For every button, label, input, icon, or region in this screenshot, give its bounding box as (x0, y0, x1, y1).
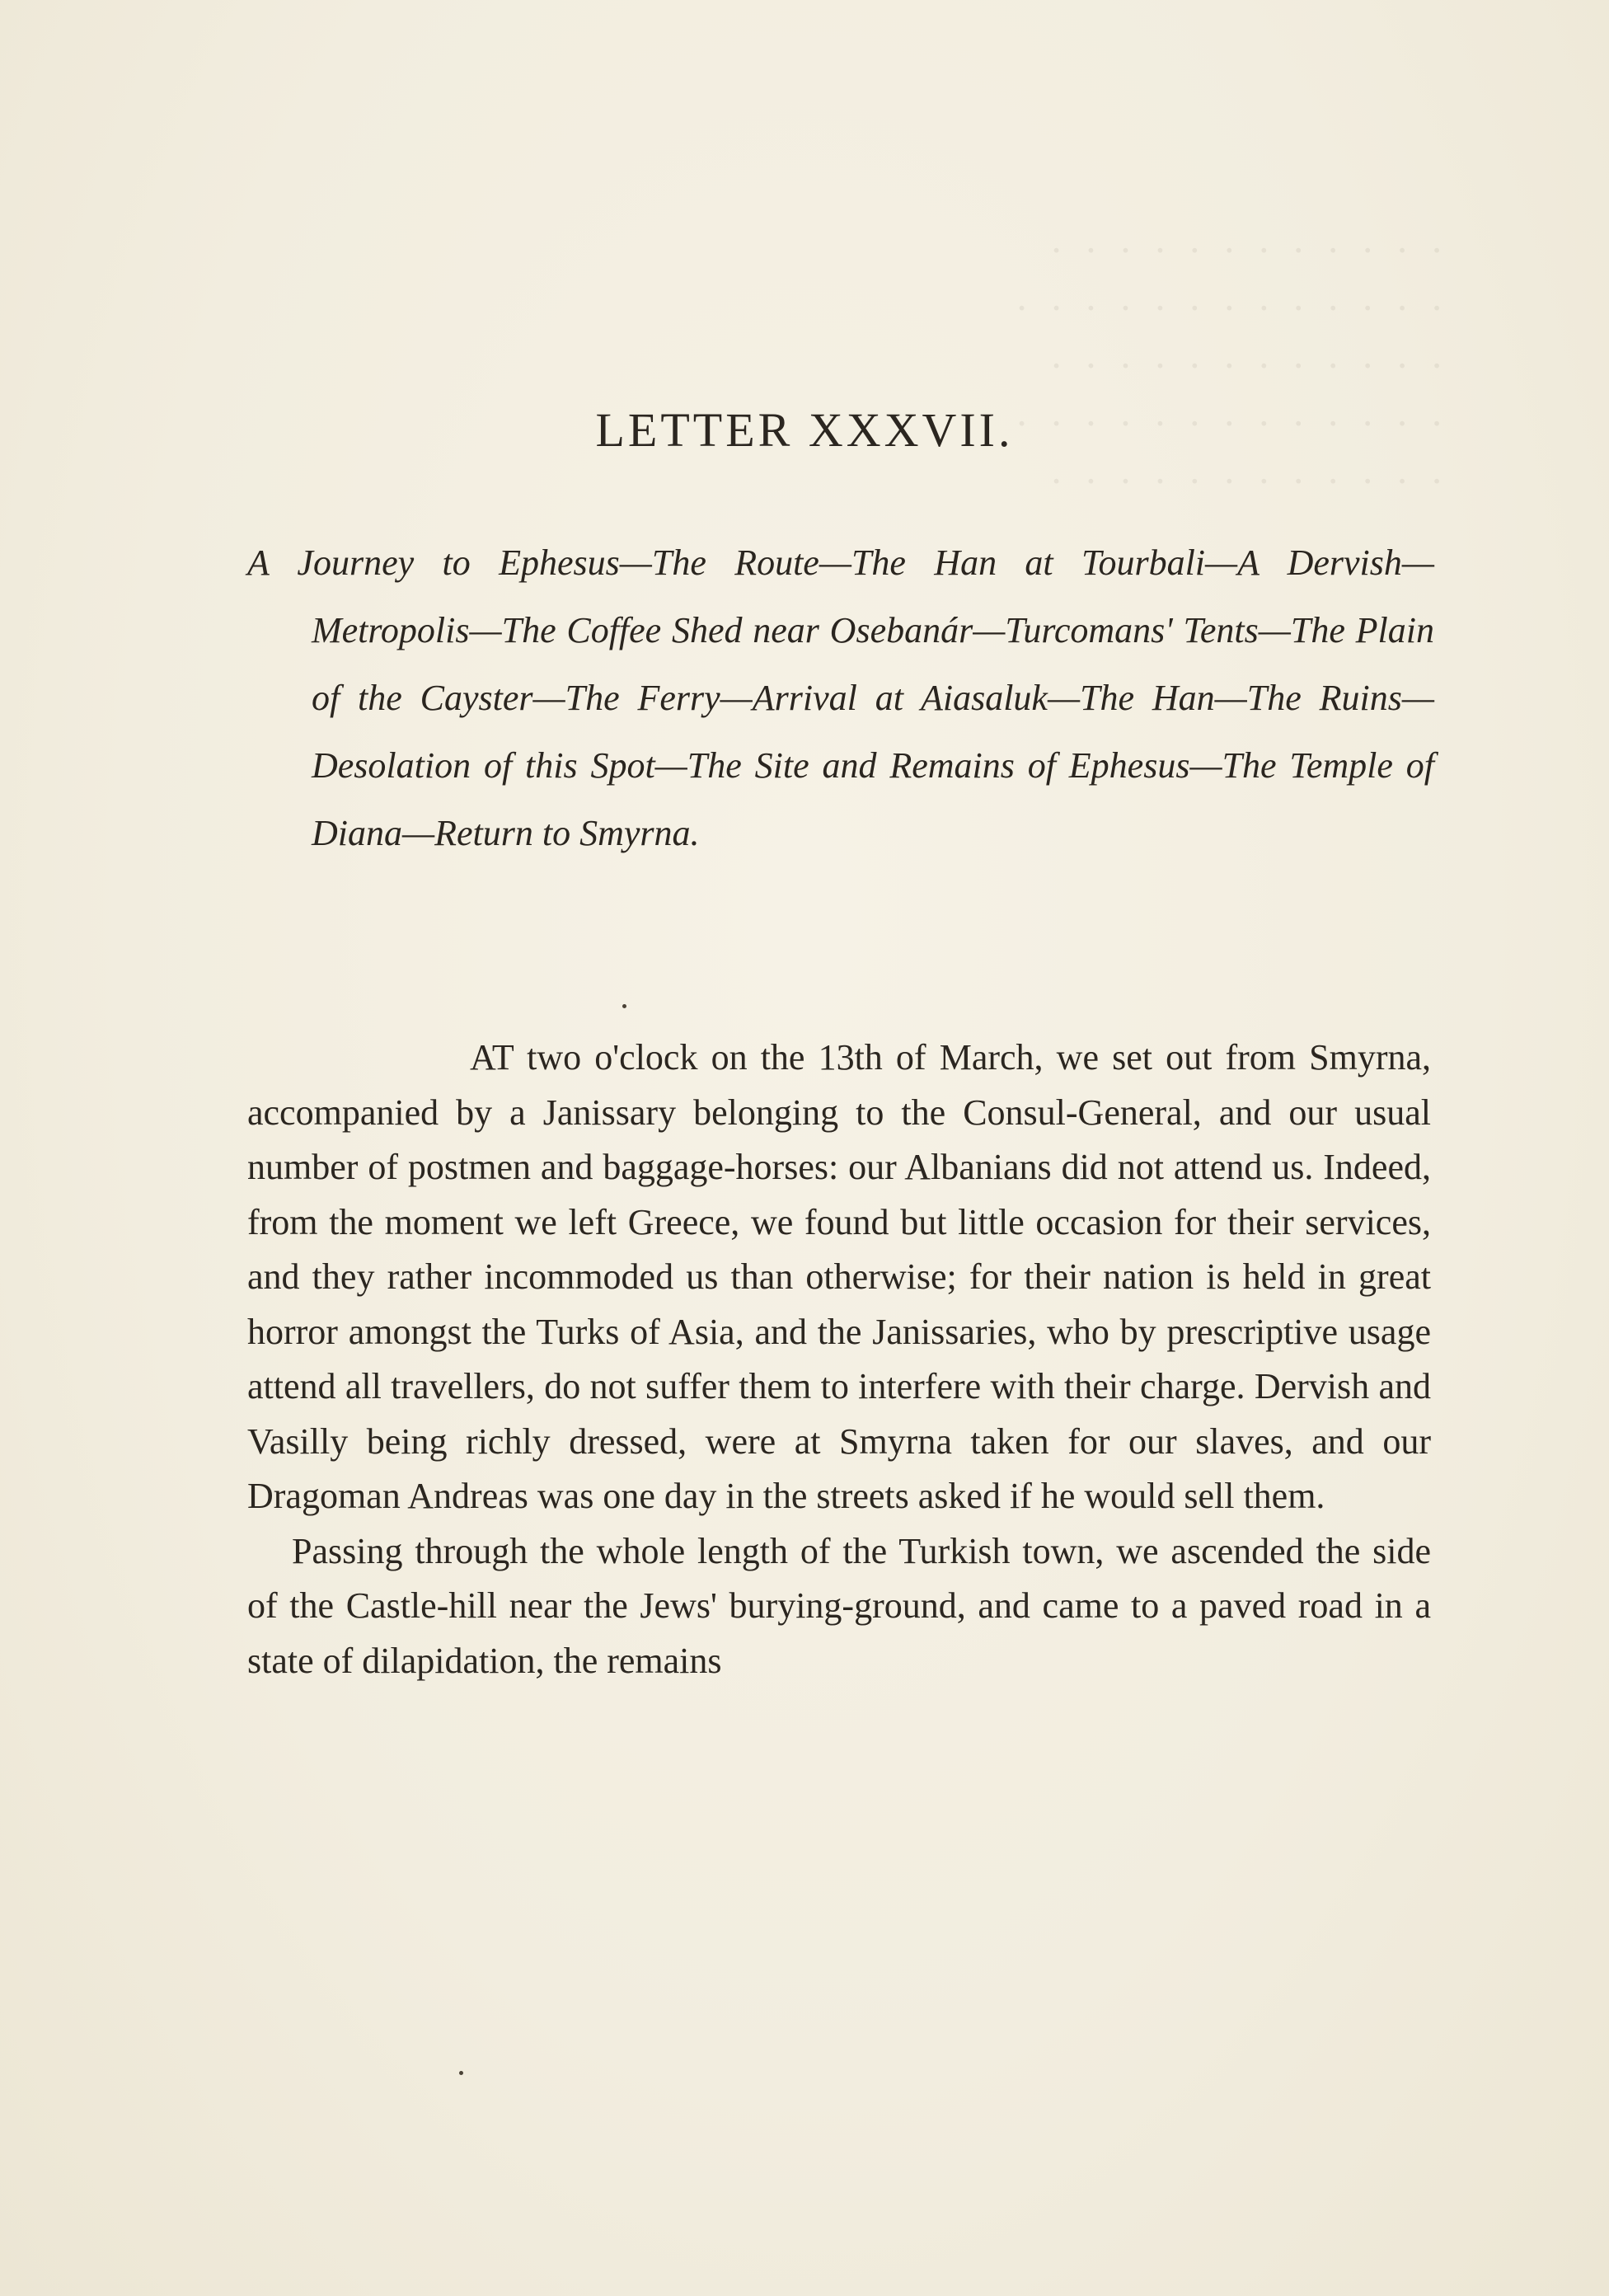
chapter-summary: A Journey to Ephesus—The Route—The Han at Tourbali—A Dervish—Metropolis—The Coffee Shed near Osebanár—Turcomans' Tents—The Plain of the Cayster—The Ferry—Arrival at Aiasaluk—The Han—The Ruins—Desolation of this Spot—The Site and Remains of Ephesus—The Temple of Diana—Return to Smyrna. (247, 542, 1434, 853)
show-through-bleed: · · · · · · · · · · · · · · · · · · · · · · · · · · · · · · · · · · · · · · · · · · · · · · · · · · · · · · · · · · · · · · (1016, 230, 1442, 503)
ink-speck (459, 2071, 463, 2075)
letter-title: LETTER XXXVII. (595, 403, 1014, 457)
ink-speck (622, 1004, 626, 1008)
body-paragraph-2: Passing through the whole length of the Turkish town, we ascended the side of the Castle-hill near the Jews' burying-ground, and came to a paved road in a state of dilapidation, the remains (247, 1530, 1431, 1681)
body-paragraph-1: AT two o'clock on the 13th of March, we set out from Smyrna, accompanied by a Janissary belonging to the Consul-General, and our usual number of postmen and baggage-horses: our Albanians did not attend us. Indeed, from the moment we left Greece, we found but little occasion for their services, and they rather incommoded us than otherwise; for their nation is held in great horror amongst the Turks of Asia, and the Janissaries, who by prescriptive usage attend all travellers, do not suffer them to interfere with their charge. Dervish and Vasilly being richly dressed, were at Smyrna taken for our slaves, and our Dragoman Andreas was one day in the streets asked if he would sell them. (247, 1037, 1431, 1516)
letter-body (247, 1031, 1431, 1688)
